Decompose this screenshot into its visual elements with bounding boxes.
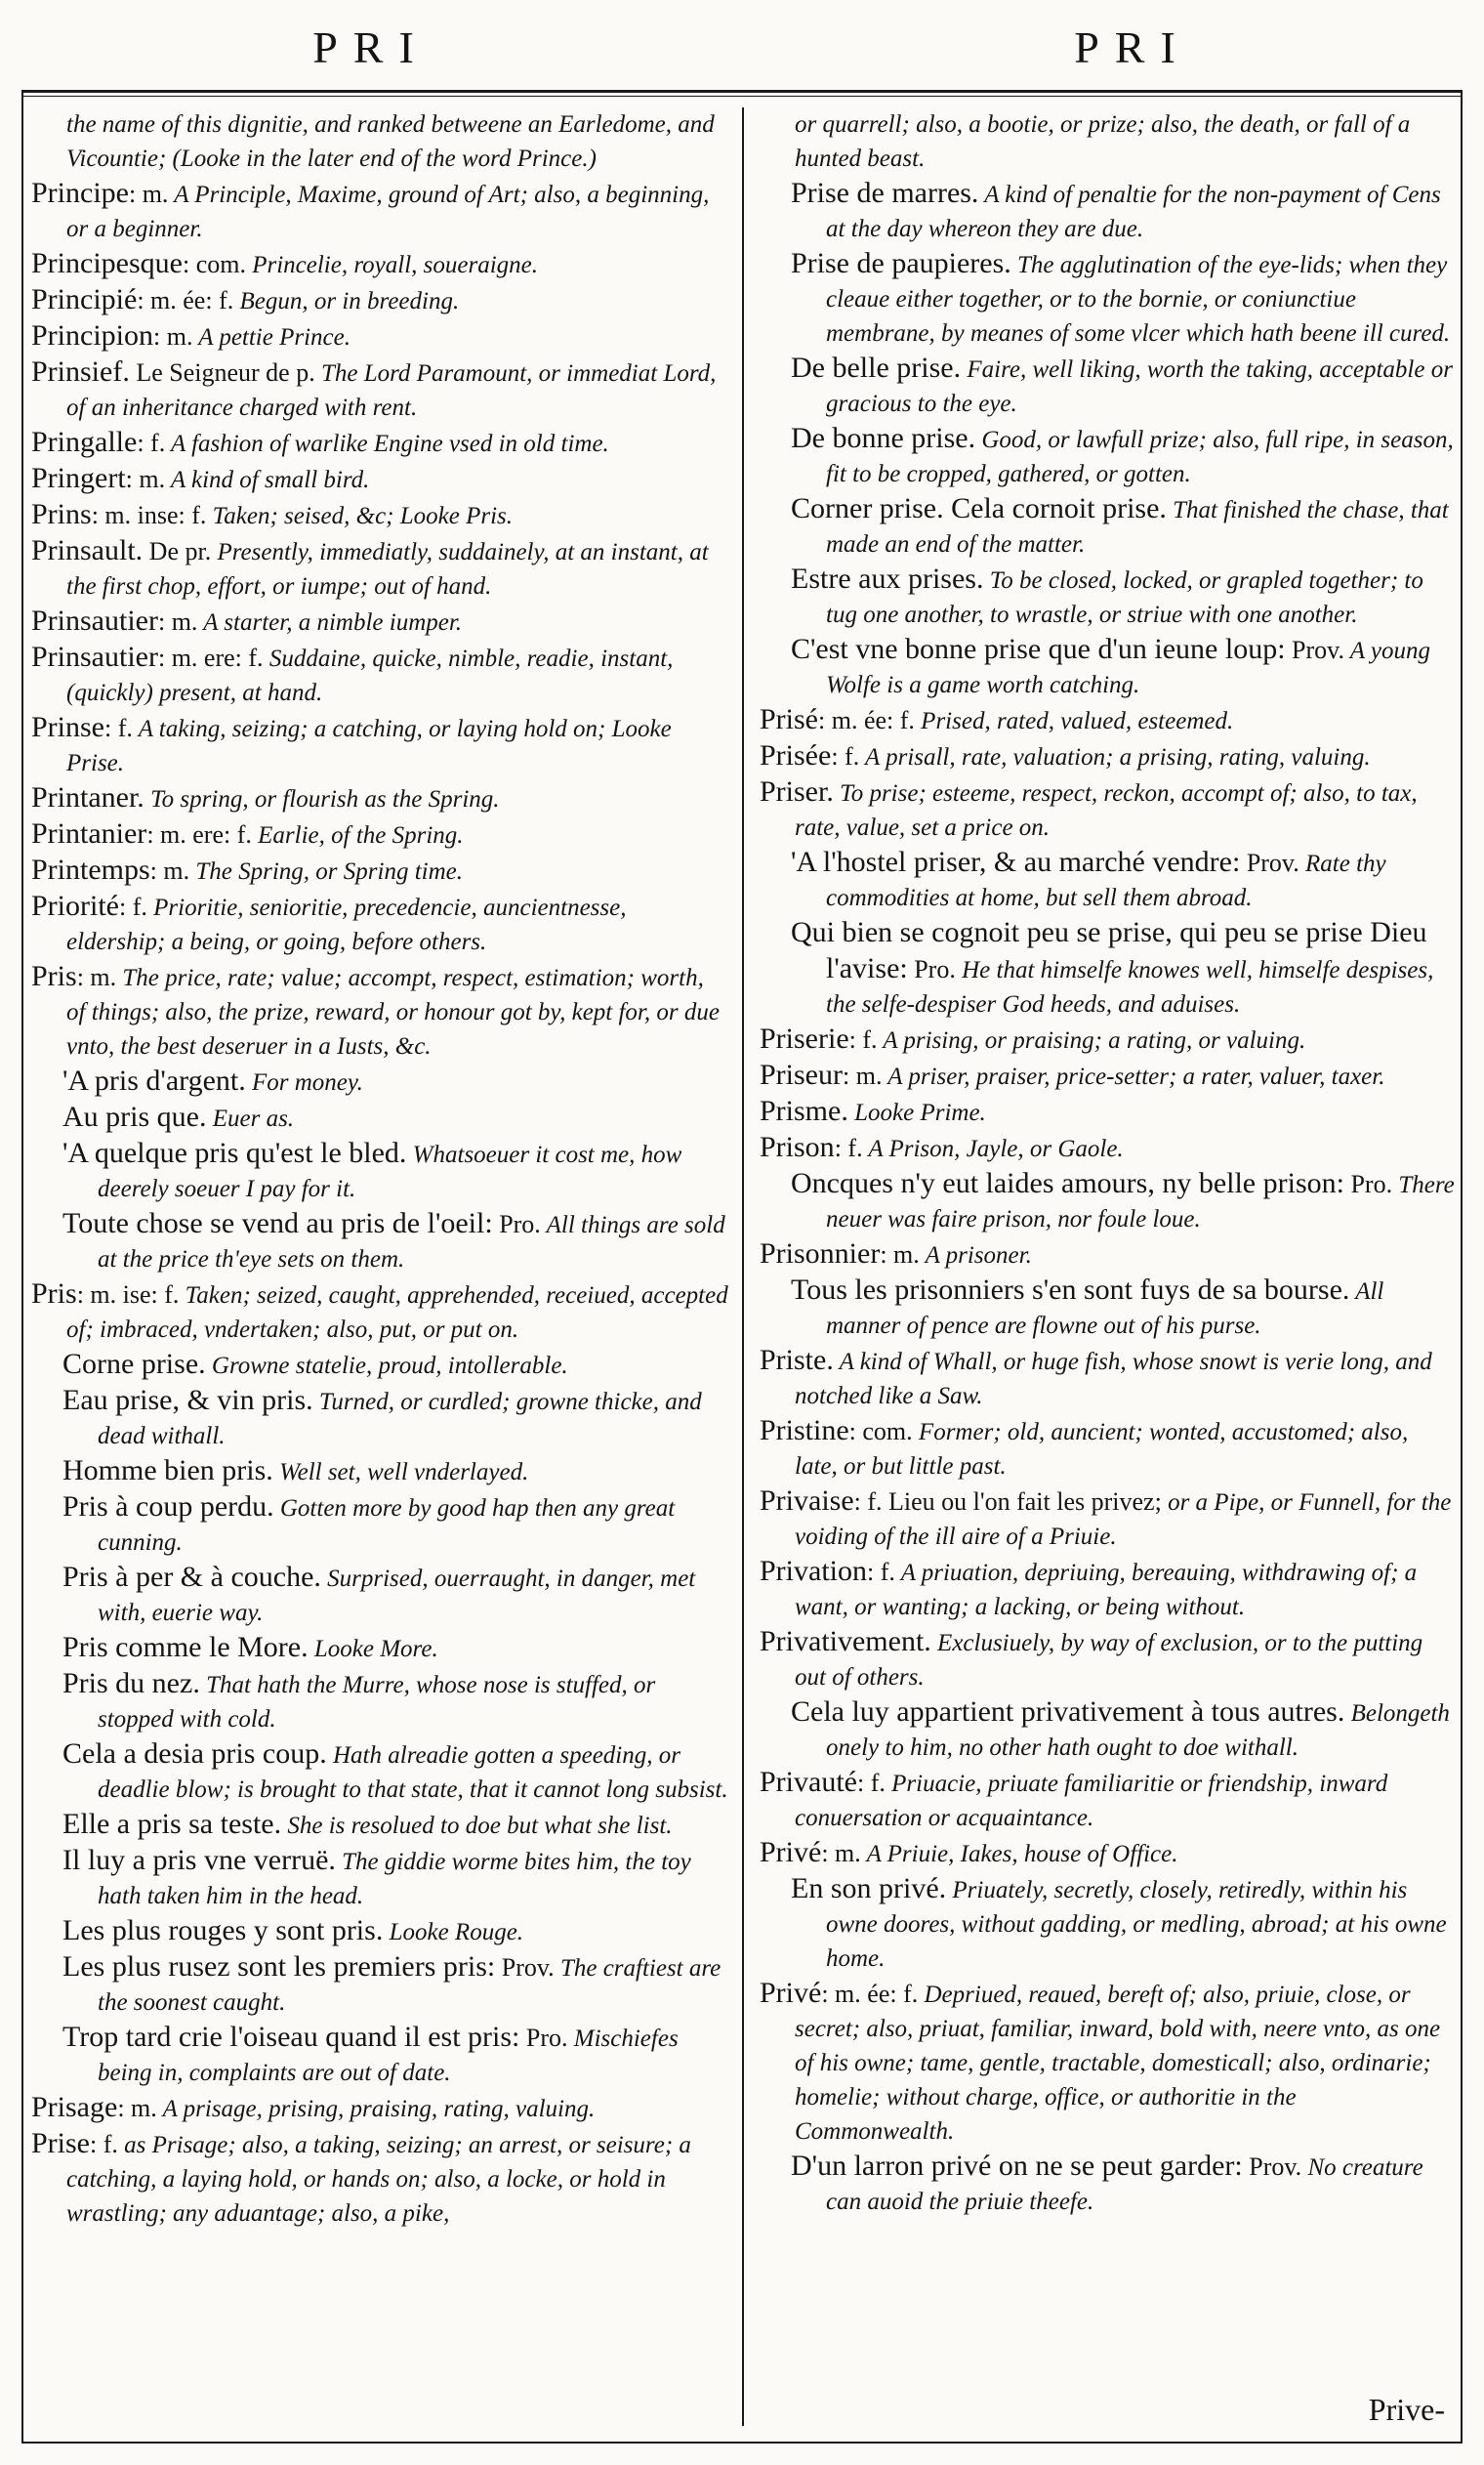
- grammar-note: : com.: [848, 1417, 913, 1445]
- definition: Taken; seized, caught, apprehended, receiued, accepted of; imbraced, vndertaken; also, put, or put on.: [66, 1282, 728, 1343]
- dictionary-subentry: [31, 1064, 728, 1100]
- headword: Oncques n'y eut laides amours, ny belle prison:: [791, 1167, 1344, 1199]
- dictionary-entry: [760, 1236, 1457, 1273]
- headword: Privé: [760, 1977, 822, 2009]
- dictionary-entry: [760, 1130, 1457, 1166]
- definition: All things are sold at the price th'eye sets on them.: [98, 1212, 725, 1273]
- headword: Privé: [760, 1836, 822, 1868]
- definition: Prised, rated, valued, esteemed.: [914, 708, 1234, 734]
- definition: A priuation, depriuing, bereauing, withdrawing of; a want, or wanting; a lacking, or being without.: [795, 1560, 1418, 1620]
- grammar-note: : m. ée: f.: [137, 286, 234, 314]
- running-head-right: PRI: [1074, 22, 1191, 72]
- grammar-note: : m. inse: f.: [91, 501, 207, 529]
- dictionary-subentry: [31, 1949, 728, 2020]
- headword: Tous les prisonniers s'en sont fuys de sa bourse.: [791, 1274, 1350, 1306]
- dictionary-subentry: [760, 562, 1457, 632]
- dictionary-subentry: [760, 845, 1457, 915]
- dictionary-entry: [31, 889, 728, 959]
- dictionary-subentry: [760, 1694, 1457, 1765]
- definition: Well set, well vnderlayed.: [272, 1459, 529, 1485]
- definition: A Principle, Maxime, ground of Art; also, a beginning, or a beginner.: [66, 182, 710, 242]
- dictionary-subentry: [760, 491, 1457, 562]
- headword: Privation: [760, 1555, 867, 1587]
- dictionary-entry: [31, 959, 728, 1064]
- headword: Prins: [31, 498, 92, 530]
- grammar-note: Prov.: [1242, 2152, 1302, 2181]
- headword: Cela a desia pris coup.: [62, 1737, 327, 1770]
- definition: the name of this dignitie, and ranked betweene an Earledome, and Vicountie; (Looke in the later end of the word Prince.): [66, 111, 715, 172]
- definition: or quarrell; also, a bootie, or prize; also, the death, or fall of a hunted beast.: [795, 111, 1411, 172]
- definition: A prisoner.: [919, 1242, 1032, 1269]
- dictionary-entry: [31, 497, 728, 533]
- grammar-note: : f. Lieu ou l'on fait les privez;: [853, 1487, 1162, 1516]
- dictionary-subentry: [31, 1560, 728, 1630]
- definition: Presently, immediatly, suddainely, at an instant, at the first chop, effort, or iumpe; out of hand.: [66, 539, 709, 600]
- headword: Toute chose se vend au pris de l'oeil:: [62, 1207, 493, 1239]
- headword: Prisonnier: [760, 1237, 881, 1270]
- dictionary-entry: [31, 355, 728, 425]
- definition: The Lord Paramount, or immediat Lord, of an inheritance charged with rent.: [66, 360, 717, 421]
- definition: A young Wolfe is a game worth catching.: [826, 638, 1430, 698]
- dictionary-subentry: [31, 1807, 728, 1843]
- definition: To be closed, locked, or grapled together; to tug one another, to wrastle, or striue with one another.: [826, 567, 1423, 628]
- dictionary-entry: [760, 1483, 1457, 1554]
- headword: Estre aux prises.: [791, 563, 984, 595]
- dictionary-subentry: [31, 1136, 728, 1206]
- dictionary-subentry: [31, 1100, 728, 1136]
- grammar-note: : m.: [125, 465, 166, 493]
- definition: Depriued, reaued, bereft of; also, priuie, close, or secret; also, priuat, familiar, inward, bold with, neere vnto, as one of his owne; tame, gentle, tractable, domesticall; also, ordinarie; homelie; without charge, office, or authoritie in the Commonwealth.: [795, 1982, 1441, 2145]
- headword: Pris à per & à couche.: [62, 1561, 321, 1593]
- dictionary-entry: [760, 1624, 1457, 1694]
- catchword: Prive-: [1368, 2392, 1445, 2427]
- definition: That hath the Murre, whose nose is stuffed, or stopped with cold.: [98, 1672, 656, 1733]
- definition: Former; old, auncient; wonted, accustomed; also, late, or but little past.: [795, 1419, 1409, 1480]
- definition: Looke Prime.: [847, 1100, 986, 1126]
- definition: Looke More.: [308, 1636, 438, 1662]
- dictionary-subentry: [760, 351, 1457, 421]
- grammar-note: : f.: [856, 1769, 886, 1797]
- dictionary-subentry: [31, 1347, 728, 1383]
- definition: Priuacie, priuate familiaritie or friendship, inward conuersation or acquaintance.: [795, 1771, 1388, 1831]
- headword: Principesque: [31, 247, 183, 279]
- definition: The agglutination of the eye-lids; when they cleaue either together, or to the bornie, or coniunctiue membrane, by meanes of some vlcer which hath beene ill cured.: [826, 252, 1451, 347]
- definition: Faire, well liking, worth the taking, acceptable or gracious to the eye.: [826, 356, 1453, 417]
- grammar-note: : m. ée: f.: [818, 706, 915, 734]
- grammar-note: : f.: [867, 1558, 895, 1586]
- dictionary-subentry: [31, 2020, 728, 2090]
- headword: Prisée: [760, 739, 832, 772]
- grammar-note: : m.: [117, 2094, 157, 2122]
- definition: To prise; esteeme, respect, reckon, accompt of; also, to tax, rate, value, set a price on.: [795, 780, 1418, 841]
- definition: Begun, or in breeding.: [233, 288, 460, 314]
- definition: The giddie worme bites him, the toy hath taken him in the head.: [98, 1849, 691, 1909]
- headword: Au pris que.: [62, 1101, 207, 1133]
- definition: A Prison, Jayle, or Gaole.: [862, 1136, 1124, 1162]
- headword: Pris à coup perdu.: [62, 1490, 274, 1523]
- definition: Prioritie, senioritie, precedencie, auncientnesse, eldership; a being, or going, before others.: [66, 895, 627, 955]
- headword: Corne prise.: [62, 1348, 206, 1380]
- definition: The craftiest are the soonest caught.: [98, 1955, 721, 2016]
- grammar-note: Pro.: [492, 1210, 541, 1238]
- left-column: [31, 105, 728, 2401]
- headword: Printaner.: [31, 781, 144, 814]
- grammar-note: Pro.: [519, 2024, 568, 2052]
- definition: Priuately, secretly, closely, retiredly, within his owne doores, without gadding, or medling, abroad; at his owne home.: [826, 1877, 1447, 1972]
- dictionary-entry: [760, 702, 1457, 738]
- dictionary-subentry: [760, 176, 1457, 246]
- headword: Privauté: [760, 1766, 857, 1798]
- dictionary-entry: [31, 604, 728, 640]
- grammar-note: : m.: [153, 322, 193, 351]
- dictionary-entry: [760, 1343, 1457, 1413]
- grammar-note: Le Seigneur de p.: [129, 358, 315, 387]
- dictionary-entry: [31, 710, 728, 780]
- dictionary-entry: [760, 1094, 1457, 1130]
- grammar-note: : m. ise: f.: [76, 1280, 180, 1309]
- definition: A kind of small bird.: [165, 467, 370, 493]
- headword: Pristine: [760, 1414, 849, 1446]
- headword: Homme bien pris.: [62, 1454, 273, 1486]
- definition: Gotten more by good hap then any great cunning.: [98, 1495, 676, 1556]
- dictionary-subentry: [760, 2149, 1457, 2219]
- definition: Mischiefes being in, complaints are out of date.: [98, 2026, 679, 2086]
- grammar-note: Pro.: [907, 955, 956, 983]
- grammar-note: : f.: [119, 893, 147, 921]
- headword: Priste.: [760, 1344, 834, 1376]
- definition: Rate thy commodities at home, but sell them abroad.: [826, 851, 1386, 911]
- grammar-note: : f.: [848, 1025, 878, 1054]
- headword: Pris: [31, 960, 77, 992]
- headword: Printemps: [31, 854, 150, 886]
- headword: Prise de marres.: [791, 177, 979, 209]
- dictionary-subentry: [760, 246, 1457, 351]
- headword: Principion: [31, 319, 153, 352]
- definition: Whatsoeuer it cost me, how deerely soeuer I pay for it.: [98, 1142, 682, 1202]
- definition: A kind of penaltie for the non-payment of Cens at the day whereon they are due.: [826, 182, 1441, 242]
- grammar-note: De pr.: [143, 537, 212, 565]
- definition: or a Pipe, or Funnell, for the voiding of the ill aire of a Priuie.: [795, 1489, 1452, 1550]
- headword: Priser.: [760, 775, 834, 808]
- definition: Princelie, royall, soueraigne.: [245, 252, 538, 278]
- dictionary-entry: [31, 533, 728, 604]
- definition: Taken; seised, &c; Looke Pris.: [206, 503, 514, 529]
- definition: Looke Rouge.: [383, 1919, 524, 1945]
- dictionary-subentry: [760, 1166, 1457, 1236]
- headword: Les plus rouges y sont pris.: [62, 1914, 384, 1946]
- dictionary-subentry: [760, 1871, 1457, 1976]
- dictionary-subentry: [31, 1630, 728, 1666]
- grammar-note: : f.: [834, 1134, 863, 1162]
- dictionary-entry: [31, 816, 728, 853]
- headword: Eau prise, & vin pris.: [62, 1384, 313, 1416]
- headword: Priorité: [31, 890, 119, 922]
- definition: For money.: [245, 1069, 363, 1096]
- headword: Printanier: [31, 817, 147, 850]
- headword: Pris comme le More.: [62, 1631, 309, 1663]
- headword: D'un larron privé on ne se peut garder:: [791, 2150, 1243, 2182]
- dictionary-subentry: [31, 1383, 728, 1453]
- grammar-note: : com.: [182, 250, 246, 278]
- definition: Euer as.: [206, 1106, 295, 1132]
- headword: Prisage: [31, 2091, 118, 2123]
- grammar-note: : f.: [104, 714, 133, 742]
- dictionary-entry: [760, 1835, 1457, 1871]
- right-column: [760, 105, 1457, 2401]
- dictionary-entry: [31, 105, 728, 176]
- definition: To spring, or flourish as the Spring.: [144, 786, 500, 813]
- grammar-note: : m. ere: f.: [157, 644, 264, 672]
- dictionary-entry: [760, 1554, 1457, 1624]
- dictionary-entry: [31, 461, 728, 497]
- definition: No creature can auoid the priuie theefe.: [826, 2154, 1423, 2215]
- headword: Pringert: [31, 462, 126, 494]
- headword: Pris: [31, 1277, 77, 1310]
- grammar-note: : m.: [128, 180, 169, 208]
- headword: Qui bien se cognoit peu se prise, qui peu se prise Dieu l'avise:: [791, 916, 1427, 984]
- headword: Il luy a pris vne verruë.: [62, 1844, 336, 1876]
- headword: Prise: [31, 2127, 90, 2159]
- definition: He that himselfe knowes well, himselfe despises, the selfe-despiser God heeds, and aduises.: [826, 957, 1434, 1018]
- grammar-note: Prov.: [495, 1953, 555, 1982]
- dictionary-subentry: [760, 421, 1457, 491]
- grammar-note: : f.: [137, 429, 166, 457]
- dictionary-entry: [31, 246, 728, 282]
- definition: All manner of pence are flowne out of his purse.: [826, 1278, 1384, 1339]
- dictionary-entry: [31, 780, 728, 816]
- headword: 'A l'hostel priser, & au marché vendre:: [791, 846, 1241, 878]
- dictionary-entry: [31, 2126, 728, 2231]
- headword: Privativement.: [760, 1625, 931, 1657]
- dictionary-entry: [31, 853, 728, 889]
- headword: Cela luy appartient privativement à tous autres.: [791, 1695, 1345, 1728]
- headword: Prise de paupieres.: [791, 247, 1011, 279]
- dictionary-subentry: [31, 1489, 728, 1560]
- definition: Exclusiuely, by way of exclusion, or to the putting out of others.: [795, 1630, 1423, 1691]
- headword: 'A quelque pris qu'est le bled.: [62, 1137, 407, 1169]
- definition: Belongeth onely to him, no other hath ought to doe withall.: [826, 1700, 1450, 1761]
- dictionary-entry: [760, 105, 1457, 176]
- dictionary-subentry: [31, 1666, 728, 1736]
- definition: Surprised, ouerraught, in danger, met with, euerie way.: [98, 1566, 696, 1626]
- dictionary-subentry: [760, 1273, 1457, 1343]
- grammar-note: : m.: [880, 1240, 920, 1269]
- grammar-note: : m.: [821, 1839, 861, 1867]
- definition: A prising, or praising; a rating, or valuing.: [877, 1027, 1306, 1054]
- dictionary-entry: [760, 774, 1457, 845]
- headword: Prisme.: [760, 1095, 848, 1127]
- dictionary-subentry: [760, 915, 1457, 1022]
- definition: Hath alreadie gotten a speeding, or deadlie blow; is brought to that state, that it cannot long subsist.: [98, 1742, 728, 1803]
- definition: A kind of Whall, or huge fish, whose snowt is verie long, and notched like a Saw.: [795, 1349, 1432, 1409]
- dictionary-entry: [31, 1276, 728, 1347]
- headword: Prinsault.: [31, 534, 144, 566]
- grammar-note: : m.: [157, 607, 198, 636]
- definition: Good, or lawfull prize; also, full ripe, in season, fit to be cropped, gathered, or gotten.: [826, 427, 1454, 487]
- definition: as Prisage; also, a taking, seizing; an arrest, or seisure; a catching, a laying hold, or hands on; also, a locke, or hold in wrastling; any aduantage; also, a pike,: [66, 2132, 691, 2227]
- dictionary-entry: [31, 640, 728, 710]
- dictionary-entry: [31, 176, 728, 246]
- headword: De bonne prise.: [791, 422, 976, 454]
- grammar-note: : m.: [76, 963, 117, 991]
- definition: A pettie Prince.: [192, 324, 350, 351]
- definition: A fashion of warlike Engine vsed in old time.: [165, 431, 609, 457]
- dictionary-entry: [31, 425, 728, 461]
- headword: Prinsautier: [31, 605, 158, 637]
- definition: Earlie, of the Spring.: [251, 822, 464, 849]
- dictionary-entry: [31, 2090, 728, 2126]
- headword: 'A pris d'argent.: [62, 1065, 246, 1097]
- headword: Prison: [760, 1131, 835, 1163]
- dictionary-subentry: [31, 1913, 728, 1949]
- headword: Elle a pris sa teste.: [62, 1808, 282, 1840]
- definition: A priser, praiser, price-setter; a rater, valuer, taxer.: [882, 1064, 1385, 1090]
- headword: Les plus rusez sont les premiers pris:: [62, 1950, 496, 1983]
- dictionary-entry: [760, 1022, 1457, 1058]
- grammar-note: : m. ée: f.: [821, 1980, 919, 2008]
- definition: A prisall, rate, valuation; a prising, rating, valuing.: [859, 744, 1371, 771]
- dictionary-subentry: [31, 1736, 728, 1807]
- grammar-note: : m.: [149, 856, 190, 885]
- headword: Privaise: [760, 1484, 854, 1517]
- dictionary-subentry: [31, 1843, 728, 1913]
- headword: C'est vne bonne prise que d'un ieune loup:: [791, 633, 1286, 665]
- grammar-note: : m.: [843, 1062, 883, 1090]
- headword: Principié: [31, 283, 138, 315]
- column-divider: [742, 107, 744, 2426]
- definition: A Priuie, Iakes, house of Office.: [860, 1841, 1178, 1867]
- headword: Prinsautier: [31, 641, 158, 673]
- dictionary-entry: [760, 1765, 1457, 1835]
- headword: Pringalle: [31, 426, 138, 458]
- headword: Prinsief.: [31, 355, 130, 388]
- dictionary-subentry: [31, 1206, 728, 1276]
- grammar-note: Prov.: [1240, 849, 1299, 877]
- headword: De belle prise.: [791, 352, 962, 384]
- headword: Principe: [31, 177, 129, 209]
- dictionary-entry: [31, 318, 728, 355]
- headword: Pris du nez.: [62, 1667, 200, 1699]
- dictionary-subentry: [31, 1453, 728, 1489]
- definition: Suddaine, quicke, nimble, readie, instant, (quickly) present, at hand.: [66, 646, 674, 706]
- definition: The price, rate; value; accompt, respect, estimation; worth, of things; also, the prize, reward, or honour got by, kept for, or due vnto, the best deseruer in a Iusts, &c.: [66, 965, 720, 1060]
- dictionary-entry: [760, 1976, 1457, 2149]
- headword: Prisé: [760, 703, 818, 735]
- dictionary-entry: [760, 738, 1457, 774]
- grammar-note: : f.: [831, 742, 860, 771]
- dictionary-entry: [760, 1413, 1457, 1483]
- definition: Growne statelie, proud, intollerable.: [205, 1353, 568, 1379]
- definition: That finished the chase, that made an end of the matter.: [826, 497, 1449, 558]
- running-head-left: PRI: [312, 22, 430, 72]
- definition: Turned, or curdled; growne thicke, and dead withall.: [98, 1389, 702, 1449]
- dictionary-subentry: [760, 632, 1457, 702]
- headword: Priseur: [760, 1059, 843, 1091]
- definition: A starter, a nimble iumper.: [197, 609, 463, 636]
- grammar-note: Prov.: [1285, 636, 1344, 664]
- grammar-note: : f.: [90, 2130, 118, 2158]
- dictionary-entry: [760, 1058, 1457, 1094]
- dictionary-entry: [31, 282, 728, 318]
- definition: There neuer was faire prison, nor foule loue.: [826, 1172, 1455, 1232]
- definition: She is resolued to doe but what she list.: [281, 1813, 673, 1839]
- headword: Trop tard crie l'oiseau quand il est pris:: [62, 2021, 520, 2053]
- grammar-note: Pro.: [1343, 1170, 1393, 1198]
- headword: Priserie: [760, 1023, 849, 1055]
- definition: A taking, seizing; a catching, or laying hold on; Looke Prise.: [66, 716, 672, 776]
- grammar-note: : m. ere: f.: [146, 820, 252, 849]
- definition: A prisage, prising, praising, rating, valuing.: [156, 2096, 596, 2122]
- headword: Prinse: [31, 711, 104, 743]
- definition: The Spring, or Spring time.: [189, 858, 463, 885]
- headword: En son privé.: [791, 1872, 947, 1904]
- headword: Corner prise. Cela cornoit prise.: [791, 492, 1167, 524]
